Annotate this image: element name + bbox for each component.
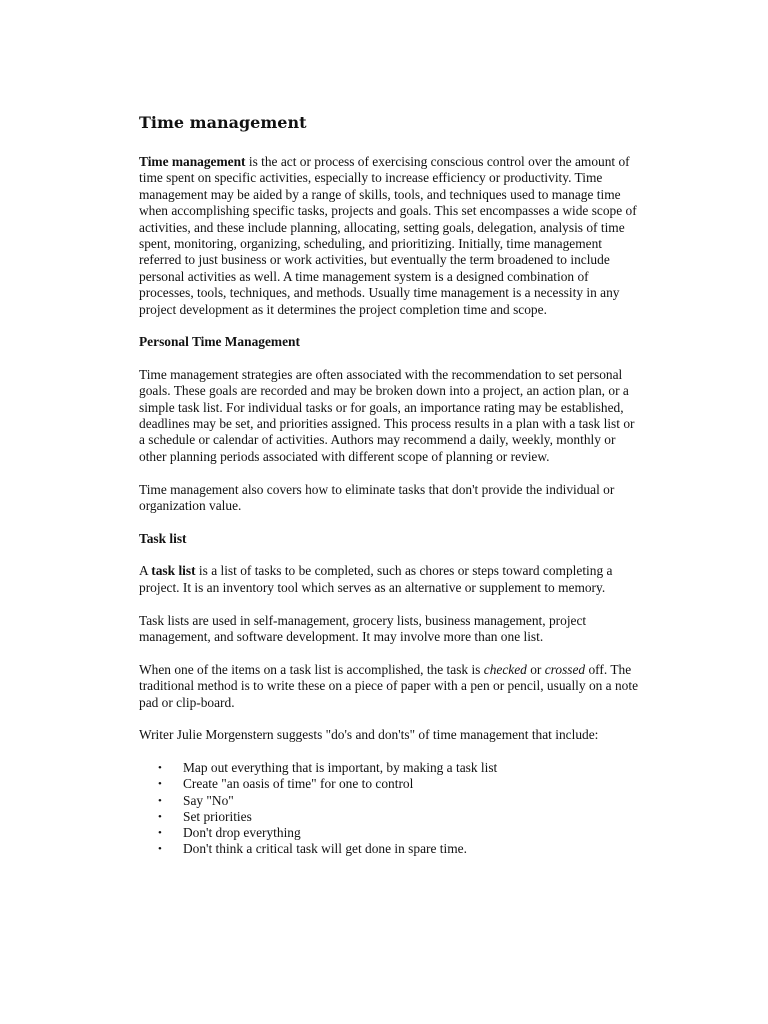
task-list-p3-lead: When one of the items on a task list is accomplished, the task is [139, 661, 484, 677]
list-item [139, 809, 639, 825]
list-item [139, 825, 639, 841]
personal-paragraph-1: Time management strategies are often associated with the recommendation to set personal goals. These goals are recorded and may be broken down into a project, an action plan, or a simple task list. For individual tasks or for goals, an importance rating may be established, deadlines may be set, and priorities assigned. This process results in a plan with a task list or a schedule or calendar of activities. Authors may recommend a daily, weekly, monthly or other planning periods associated with different scope of planning or review. [139, 366, 635, 464]
checked-term: checked [483, 661, 527, 677]
crossed-term: crossed [544, 661, 586, 677]
task-list-paragraph-1 [139, 563, 639, 596]
task-list-p3-rest: off. The traditional method is to write these on a piece of paper with a pen or pencil, usually on a note pad or clip-board. [139, 661, 639, 710]
task-list-paragraph-4: Writer Julie Morgenstern suggests "do's and don'ts" of time management that include: [139, 727, 599, 743]
task-list-p3-or: or [526, 661, 545, 677]
list-item [139, 793, 639, 809]
personal-paragraph-2: Time management also covers how to eliminate tasks that don't provide the individual or organization value. [139, 481, 615, 514]
list-item-text: Map out everything that is important, by making a task list [183, 760, 498, 776]
task-list-heading: Task list [139, 530, 187, 546]
task-list-paragraph-3 [139, 662, 639, 711]
bullet-icon: • [158, 826, 162, 839]
intro-bold-term: Time management [139, 154, 246, 169]
list-item-text: Don't think a critical task will get done in spare time. [183, 841, 467, 857]
intro-paragraph [139, 154, 639, 318]
list-item-text: Say "No" [183, 792, 234, 808]
task-list-paragraph-2: Task lists are used in self-management, grocery lists, business management, project management, and software development. It may involve more than one list. [139, 612, 587, 644]
task-list-p1-rest: is a list of tasks to be completed, such as chores or steps toward completing a project. It is an inventory tool which serves as an alternative or supplement to memory. [139, 563, 613, 595]
page-title: Time management [139, 113, 307, 132]
bullet-icon: • [158, 778, 162, 791]
intro-text: is the act or process of exercising conscious control over the amount of time spent on specific activities, especially to increase efficiency or productivity. Time management may be aided by a range of skills, tools, and techniques used to manage time when accomplishing specific tasks, projects and goals. This set encompasses a wide scope of activities, and these include planning, allocating, setting goals, delegation, analysis of time spent, monitoring, organizing, scheduling, and prioritizing. Initially, time management referred to just business or work activities, but eventually the term broadened to include personal activities as well. A time management system is a designed combination of processes, tools, techniques, and methods. Usually time management is a necessity in any project development as it determines the project completion time and scope. [139, 154, 637, 317]
list-item [139, 776, 639, 792]
task-list-p1-lead: A [139, 563, 152, 579]
list-item-text: Set priorities [183, 808, 252, 824]
dos-and-donts-list [139, 760, 639, 857]
document-page [139, 112, 639, 857]
bullet-icon: • [158, 762, 162, 775]
task-list-bold-term: task list [151, 563, 196, 579]
bullet-icon: • [158, 843, 162, 856]
list-item-text: Create "an oasis of time" for one to control [183, 776, 414, 792]
bullet-icon: • [158, 810, 162, 823]
bullet-icon: • [158, 794, 162, 807]
list-item [139, 760, 639, 776]
list-item-text: Don't drop everything [183, 824, 301, 840]
personal-time-management-heading: Personal Time Management [139, 334, 300, 350]
list-item [139, 841, 639, 857]
